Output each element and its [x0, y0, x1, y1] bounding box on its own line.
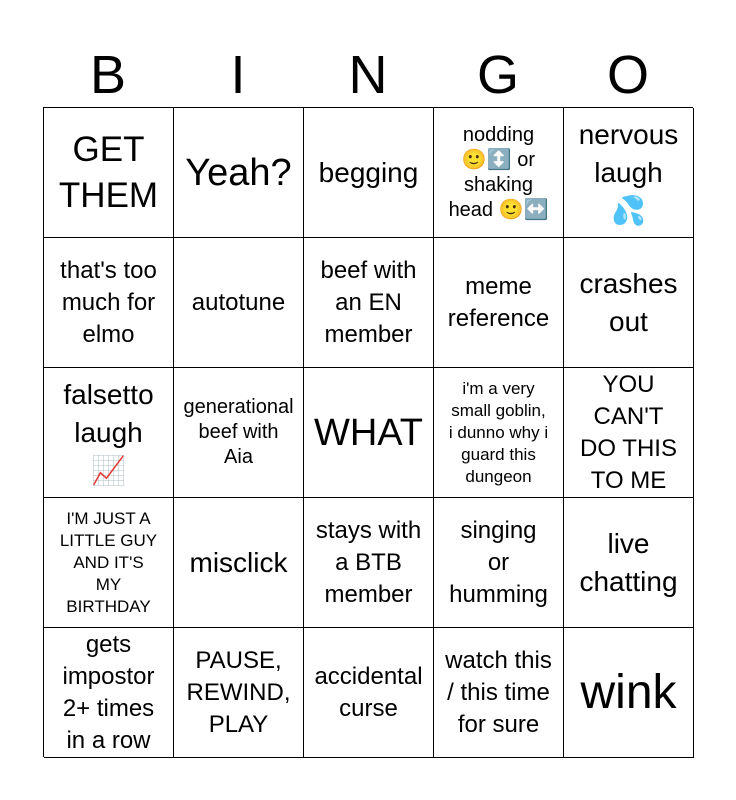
header-letter-o: O — [606, 45, 649, 105]
bingo-cell[interactable] — [44, 238, 174, 368]
bingo-cell[interactable] — [174, 628, 304, 758]
bingo-cell[interactable] — [564, 238, 694, 368]
bingo-cell[interactable] — [304, 498, 434, 628]
cell-text: wink — [580, 665, 677, 719]
bingo-cell[interactable] — [434, 108, 564, 238]
bingo-cell[interactable] — [304, 108, 434, 238]
bingo-cell[interactable] — [44, 498, 174, 628]
bingo-cell[interactable] — [44, 628, 174, 758]
bingo-cell[interactable] — [304, 628, 434, 758]
bingo-cell[interactable] — [174, 238, 304, 368]
cell-text: begging — [318, 156, 419, 188]
cell-text: nodding 🙂↕️ or shaking head 🙂↔️ — [448, 123, 549, 221]
cell-text: watch this / this time for sure — [445, 646, 552, 738]
cell-text: that's too much for elmo — [60, 256, 157, 348]
bingo-cell[interactable] — [174, 498, 304, 628]
cell-text: accidental curse — [314, 662, 423, 722]
bingo-cell[interactable] — [304, 238, 434, 368]
cell-text: autotune — [191, 288, 286, 316]
cell-text: falsetto laugh 📈 — [63, 378, 154, 486]
cell-text: generational beef with Aia — [183, 396, 294, 468]
cell-text: WHAT — [313, 411, 424, 454]
cell-text: gets impostor 2+ times in a row — [62, 630, 155, 754]
bingo-header — [43, 44, 693, 106]
cell-text: live chatting — [579, 527, 678, 597]
cell-text: I'M JUST A LITTLE GUY AND IT'S MY BIRTHDAY — [59, 508, 158, 616]
header-letter-b: B — [89, 45, 127, 105]
bingo-cell[interactable] — [174, 368, 304, 498]
bingo-cell[interactable] — [564, 368, 694, 498]
cell-text: i'm a very small goblin, i dunno why i guard this dungeon — [448, 378, 549, 486]
cell-text: meme reference — [447, 272, 550, 332]
cell-text: beef with an EN member — [320, 256, 417, 348]
cell-text: misclick — [189, 546, 288, 578]
header-letter-n: N — [348, 45, 388, 105]
cell-text: singing or humming — [449, 516, 548, 608]
bingo-cell[interactable] — [564, 628, 694, 758]
bingo-cell[interactable] — [434, 628, 564, 758]
cell-text: stays with a BTB member — [315, 516, 422, 608]
cell-text: GET THEM — [58, 129, 159, 215]
bingo-board — [43, 107, 693, 757]
bingo-cell[interactable] — [434, 368, 564, 498]
bingo-cell[interactable] — [304, 368, 434, 498]
bingo-cell[interactable] — [174, 108, 304, 238]
cell-text: PAUSE, REWIND, PLAY — [186, 646, 291, 738]
bingo-cell[interactable] — [434, 498, 564, 628]
bingo-cell[interactable] — [564, 498, 694, 628]
bingo-cell[interactable] — [44, 368, 174, 498]
bingo-cell[interactable] — [44, 108, 174, 238]
cell-text: nervous laugh 💦 — [578, 118, 679, 226]
header-letter-i: I — [230, 45, 246, 105]
bingo-cell[interactable] — [564, 108, 694, 238]
cell-text: crashes out — [579, 267, 678, 337]
bingo-cell[interactable] — [434, 238, 564, 368]
cell-text: Yeah? — [185, 151, 292, 194]
header-letter-g: G — [476, 45, 519, 105]
cell-text: YOU CAN'T DO THIS TO ME — [580, 370, 677, 494]
